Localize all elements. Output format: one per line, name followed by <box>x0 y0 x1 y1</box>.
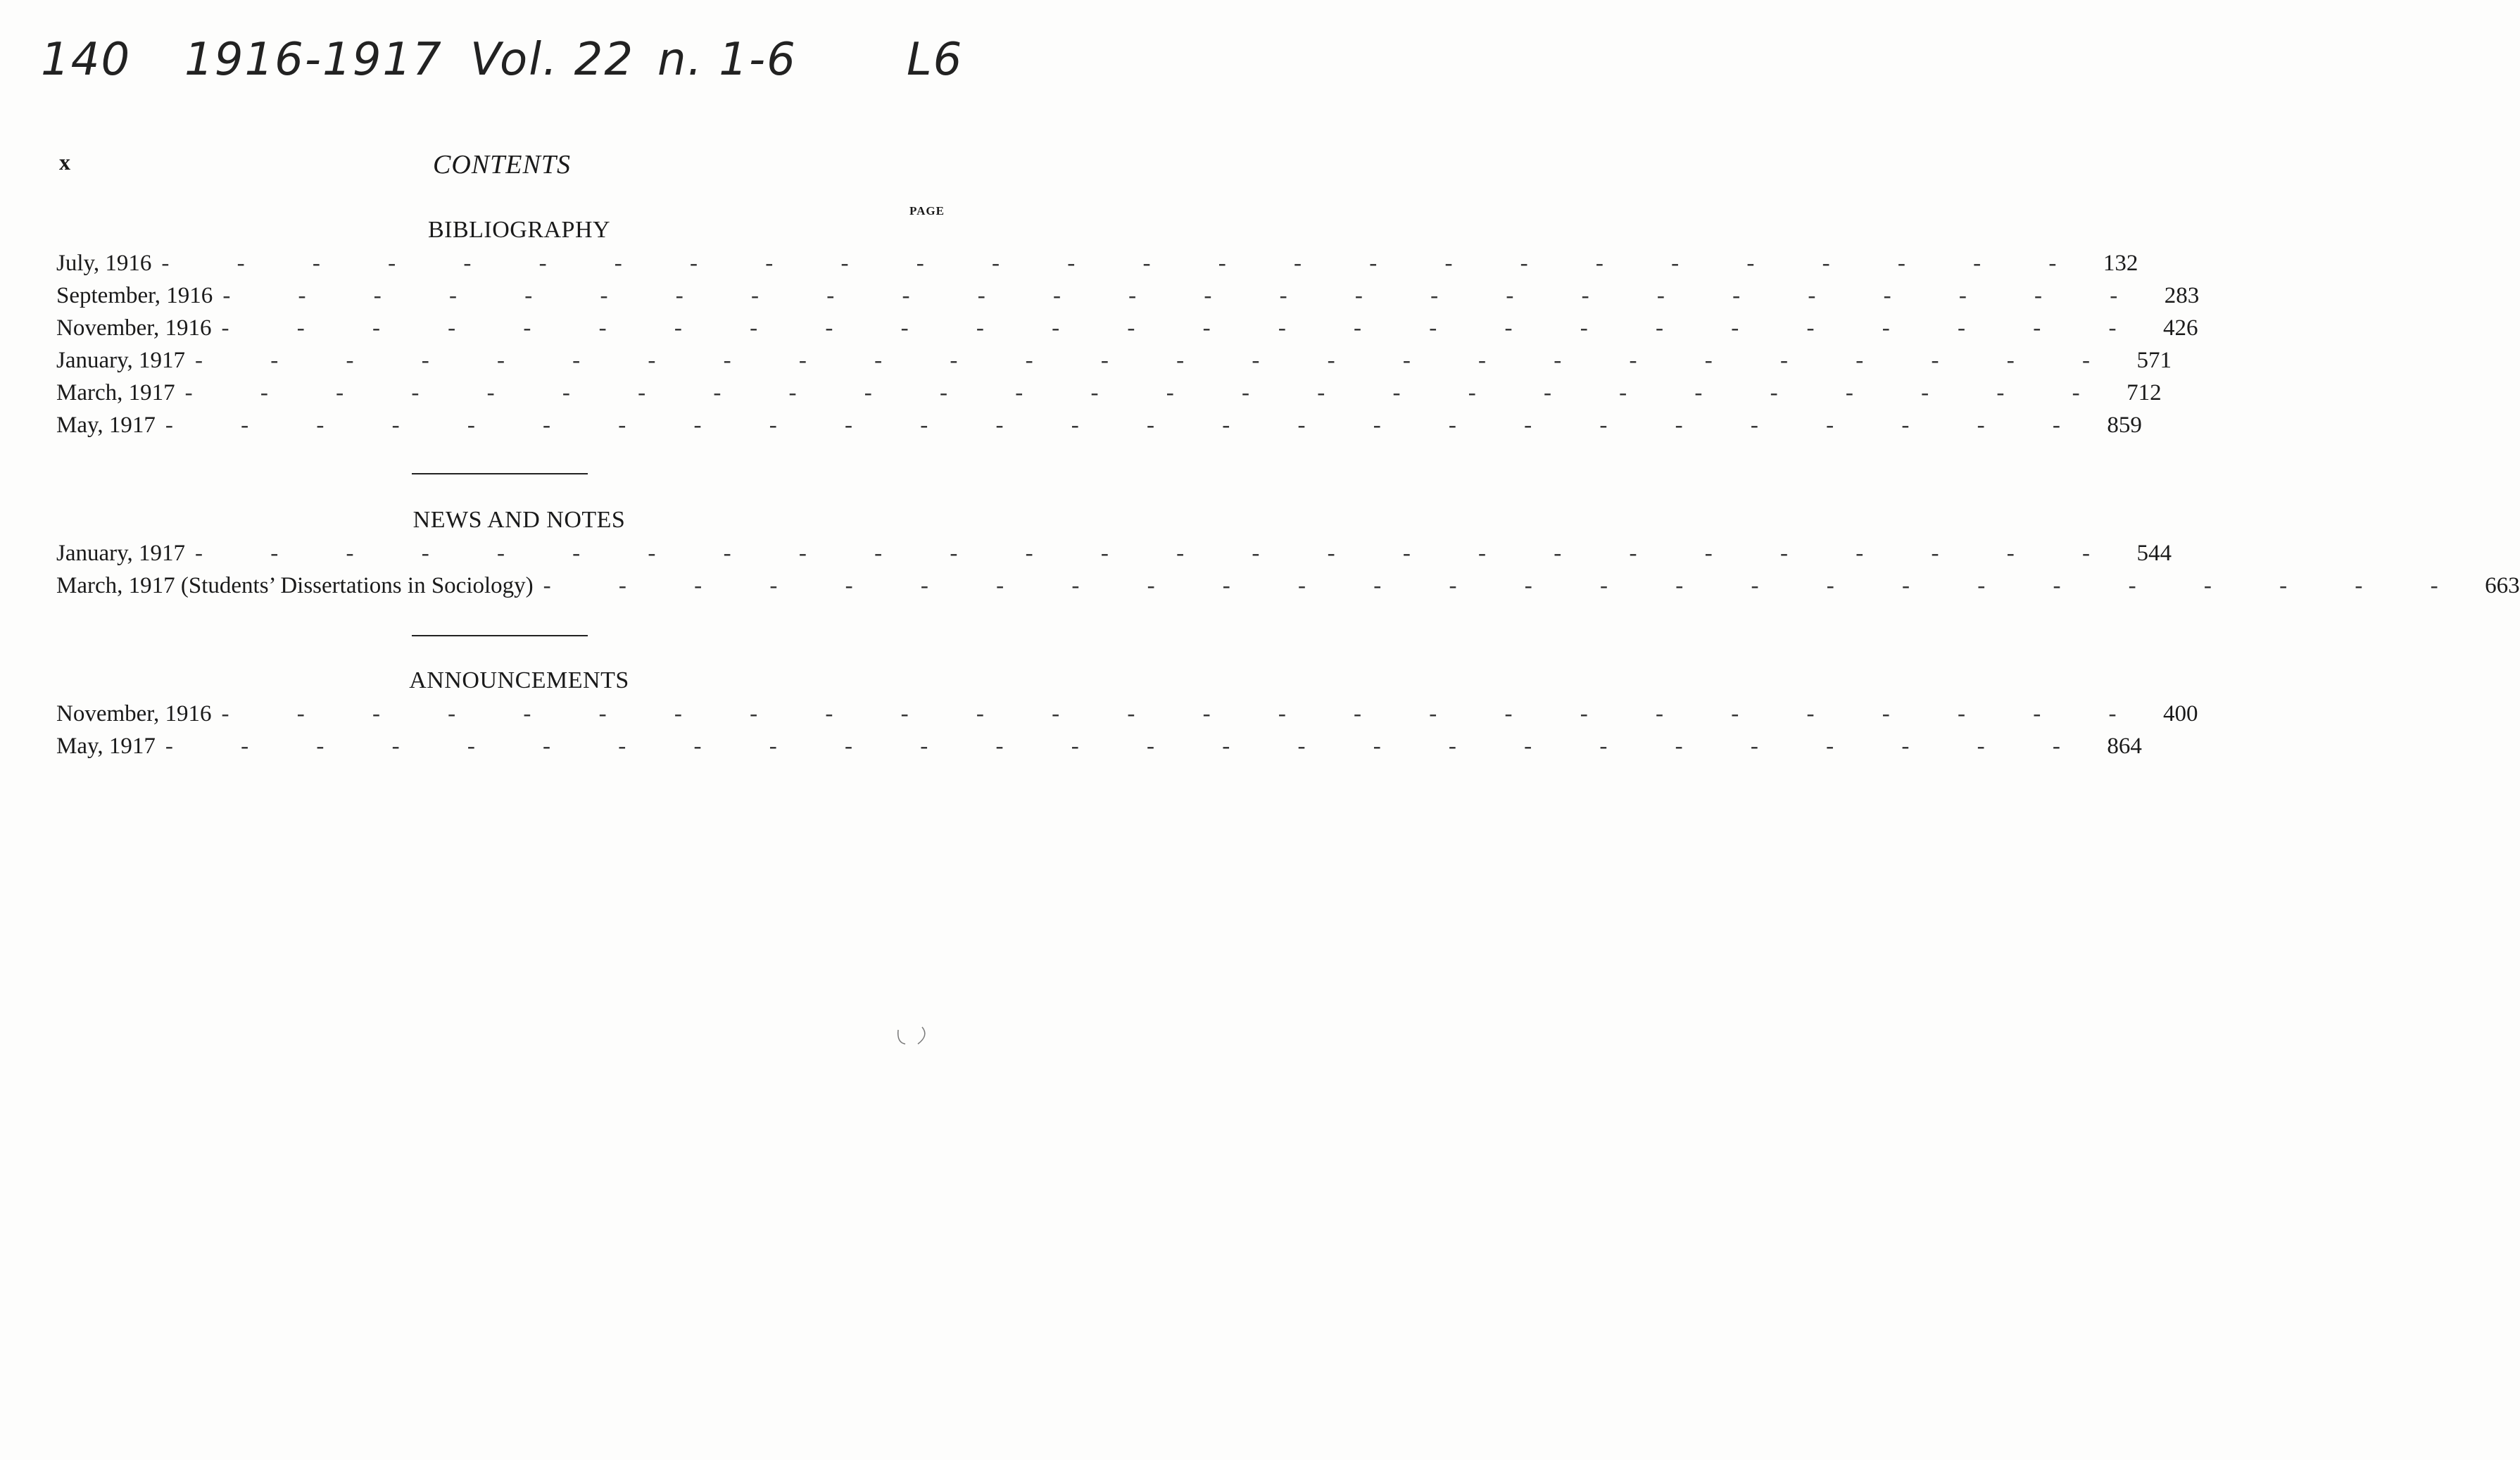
dash-leader: - - - - - - - - - - - - - - - - - - - - - - - - - - <box>543 573 2469 598</box>
toc-entry <box>56 315 2198 348</box>
toc-entry <box>56 413 2142 445</box>
page-folio: x <box>59 149 70 175</box>
entry-title: March, 1917 (Students’ Dissertations in Sociology) <box>56 573 534 598</box>
toc-entry <box>56 348 2172 380</box>
handwritten-years: 1916-1917 <box>184 34 443 86</box>
entry-title: January, 1917 <box>56 541 185 566</box>
handwritten-code: L6 <box>907 34 964 86</box>
toc-entry <box>56 734 2142 766</box>
entry-page: 283 <box>2164 283 2200 308</box>
entry-title: July, 1916 <box>56 251 152 276</box>
toc-entry <box>56 283 2200 315</box>
dash-leader: - - - - - - - - - - - - - - - - - - - - - - - - - - <box>194 348 2121 373</box>
dash-leader: - - - - - - - - - - - - - - - - - - - - - - - - - - <box>184 380 2111 405</box>
section-heading: ANNOUNCEMENTS <box>409 667 629 693</box>
entry-page: 712 <box>2127 380 2162 405</box>
entry-title: November, 1916 <box>56 701 212 726</box>
entry-title: March, 1917 <box>56 380 175 405</box>
entry-page: 859 <box>2107 413 2142 438</box>
section-divider <box>412 635 588 636</box>
stray-pencil-mark <box>894 1024 936 1052</box>
running-title: CONTENTS <box>433 150 571 180</box>
entry-page: 571 <box>2136 348 2172 373</box>
section-news-and-notes <box>56 507 2520 605</box>
entry-title: January, 1917 <box>56 348 185 373</box>
dash-leader: - - - - - - - - - - - - - - - - - - - - - - - - - - <box>222 283 2149 308</box>
dash-leader: - - - - - - - - - - - - - - - - - - - - - - - - - - <box>221 701 2148 726</box>
entry-page: 864 <box>2107 734 2142 759</box>
dash-leader: - - - - - - - - - - - - - - - - - - - - - - - - - - <box>194 541 2121 566</box>
entry-page: 544 <box>2136 541 2172 566</box>
dash-leader: - - - - - - - - - - - - - - - - - - - - - - - - - - <box>165 413 2091 438</box>
page-column-label: PAGE <box>909 204 945 218</box>
section-divider <box>412 473 588 474</box>
handwritten-issues: n. 1-6 <box>657 34 797 86</box>
dash-leader: - - - - - - - - - - - - - - - - - - - - - - - - - - <box>221 315 2148 341</box>
section-announcements <box>56 667 2198 766</box>
section-heading: BIBLIOGRAPHY <box>427 217 611 243</box>
entry-title: May, 1917 <box>56 734 156 759</box>
entry-page: 400 <box>2162 701 2198 726</box>
entry-page: 426 <box>2162 315 2198 341</box>
toc-entry <box>56 251 2138 283</box>
entry-page: 132 <box>2103 251 2138 276</box>
handwritten-volume: Vol. 22 <box>470 34 635 86</box>
toc-entry <box>56 573 2520 605</box>
dash-leader: - - - - - - - - - - - - - - - - - - - - - - - - - - <box>165 734 2091 759</box>
entry-title: September, 1916 <box>56 283 213 308</box>
section-heading: NEWS AND NOTES <box>412 507 626 533</box>
handwritten-number: 140 <box>41 34 132 86</box>
toc-entry <box>56 541 2172 573</box>
section-bibliography <box>56 217 2200 445</box>
handwritten-annotation <box>0 34 1023 111</box>
entry-title: November, 1916 <box>56 315 212 341</box>
entry-page: 663 <box>2485 573 2520 598</box>
entry-title: May, 1917 <box>56 413 156 438</box>
toc-entry <box>56 701 2198 734</box>
running-head <box>0 149 1023 184</box>
dash-leader: - - - - - - - - - - - - - - - - - - - - - - - - - - <box>161 251 2088 276</box>
toc-entry <box>56 380 2162 413</box>
